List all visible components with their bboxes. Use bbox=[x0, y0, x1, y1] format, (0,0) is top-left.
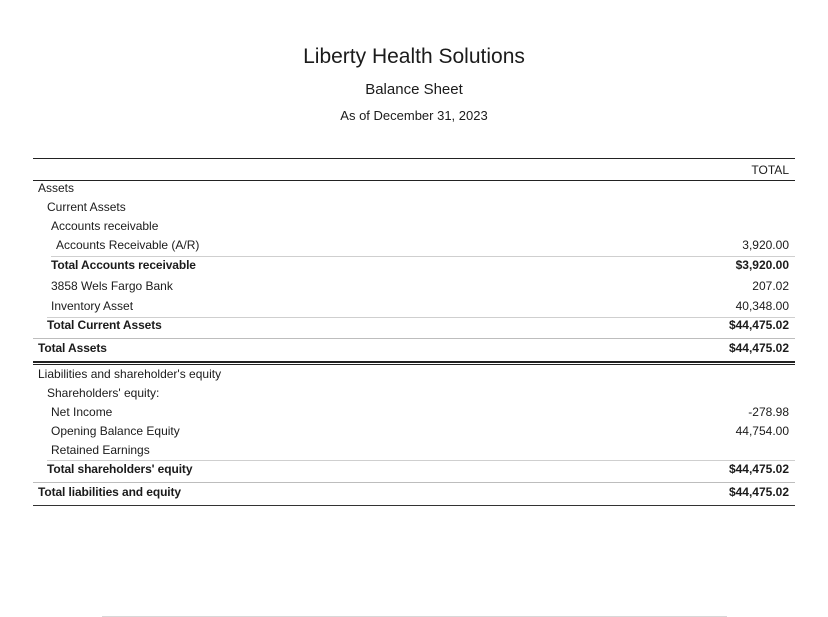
row-label: Accounts Receivable (A/R) bbox=[56, 238, 200, 252]
row-amount[interactable]: $44,475.02 bbox=[728, 462, 789, 476]
row-label: Inventory Asset bbox=[51, 299, 134, 313]
row-amount[interactable]: $44,475.02 bbox=[728, 318, 789, 332]
row-label: Current Assets bbox=[47, 200, 126, 214]
total-row-liabilities-equity[interactable] bbox=[33, 483, 795, 502]
company-name: Liberty Health Solutions bbox=[303, 45, 525, 68]
section-row-liabilities-equity[interactable] bbox=[33, 365, 795, 384]
row-amount[interactable]: 207.02 bbox=[752, 279, 789, 293]
row-label: Total Assets bbox=[38, 341, 107, 355]
row-label: 3858 Wels Fargo Bank bbox=[51, 279, 173, 293]
column-header-total: TOTAL bbox=[751, 163, 789, 177]
row-amount[interactable]: 40,348.00 bbox=[735, 299, 789, 313]
account-row-opening-balance[interactable] bbox=[33, 422, 795, 441]
report-date: As of December 31, 2023 bbox=[340, 108, 488, 123]
account-row-bank[interactable] bbox=[33, 277, 795, 296]
row-label: Assets bbox=[38, 181, 75, 195]
row-amount[interactable]: $3,920.00 bbox=[735, 258, 789, 272]
row-label: Net Income bbox=[51, 405, 113, 419]
table-top-rule bbox=[33, 158, 795, 159]
section-row-assets[interactable] bbox=[33, 179, 795, 198]
account-row-net-income[interactable] bbox=[33, 403, 795, 422]
account-row-ar[interactable] bbox=[33, 236, 795, 255]
row-amount[interactable]: $44,475.02 bbox=[728, 341, 789, 355]
row-label: Total Accounts receivable bbox=[51, 258, 196, 272]
row-amount[interactable]: 44,754.00 bbox=[735, 424, 789, 438]
row-label: Total Current Assets bbox=[47, 318, 162, 332]
row-label: Opening Balance Equity bbox=[51, 424, 180, 438]
total-row-accounts-receivable[interactable] bbox=[33, 256, 795, 275]
row-amount[interactable]: $44,475.02 bbox=[728, 485, 789, 499]
row-label: Retained Earnings bbox=[51, 443, 150, 457]
total-row-current-assets[interactable] bbox=[33, 316, 795, 335]
account-row-retained-earnings[interactable] bbox=[33, 441, 795, 460]
row-amount[interactable]: -278.98 bbox=[748, 405, 789, 419]
account-row-inventory[interactable] bbox=[33, 297, 795, 316]
row-label: Total shareholders' equity bbox=[47, 462, 193, 476]
report-title: Balance Sheet bbox=[365, 81, 463, 98]
group-row-current-assets[interactable] bbox=[33, 198, 795, 217]
table-bottom-rule bbox=[33, 505, 795, 506]
row-amount[interactable]: 3,920.00 bbox=[742, 238, 789, 252]
group-row-accounts-receivable[interactable] bbox=[33, 217, 795, 236]
total-row-shareholders-equity[interactable] bbox=[33, 460, 795, 479]
row-label: Liabilities and shareholder's equity bbox=[38, 367, 222, 381]
total-row-assets[interactable] bbox=[33, 339, 795, 358]
row-label: Total liabilities and equity bbox=[38, 485, 181, 499]
row-label: Shareholders' equity: bbox=[47, 386, 160, 400]
group-row-shareholders-equity[interactable] bbox=[33, 384, 795, 403]
row-label: Accounts receivable bbox=[51, 219, 159, 233]
